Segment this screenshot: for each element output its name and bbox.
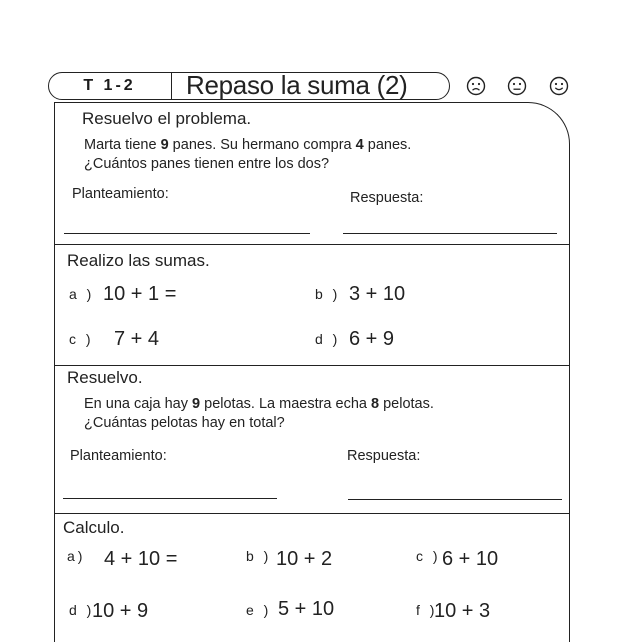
sum-expression: 7 + 4 (114, 328, 160, 350)
divider (54, 513, 570, 514)
sum-expression: 5 + 10 (278, 598, 335, 620)
section1-respuesta-line[interactable] (343, 233, 557, 234)
happy-face-icon[interactable] (549, 76, 569, 96)
item-letter: b ) (246, 548, 272, 564)
section3-planteamiento-line[interactable] (63, 498, 277, 499)
section1-planteamiento-line[interactable] (64, 233, 310, 234)
sum-expression: 10 + 2 (276, 548, 333, 570)
sum-expression: 6 + 10 (442, 548, 499, 570)
divider (54, 365, 570, 366)
section3-planteamiento-label: Planteamiento: (70, 448, 167, 464)
section1-respuesta-label: Respuesta: (350, 190, 424, 206)
item-letter: d ) (69, 602, 95, 618)
item-letter: a ) (69, 286, 95, 302)
sum-expression: 6 + 9 (349, 328, 395, 350)
section3-respuesta-label: Respuesta: (347, 448, 421, 464)
section3-respuesta-line[interactable] (348, 499, 562, 500)
divider (54, 244, 570, 245)
neutral-face-icon[interactable] (507, 76, 527, 96)
item-letter: a) (67, 548, 86, 564)
sum-expression: 10 + 1 = (103, 283, 177, 305)
lesson-code: T 1-2 (48, 72, 172, 100)
section1-problem: Marta tiene 9 panes. Su hermano compra 4 panes. ¿Cuántos panes tienen entre los dos? (84, 137, 412, 172)
section4-heading: Calculo. (63, 518, 125, 537)
sum-expression: 3 + 10 (349, 283, 406, 305)
sum-expression: 4 + 10 = (104, 548, 178, 570)
item-letter: f ) (416, 602, 438, 618)
sum-expression: 10 + 3 (434, 600, 491, 622)
sum-expression: 10 + 9 (92, 600, 149, 622)
item-letter: e ) (246, 602, 272, 618)
section1-planteamiento-label: Planteamiento: (72, 186, 169, 202)
item-letter: c ) (69, 331, 94, 347)
section3-problem: En una caja hay 9 pelotas. La maestra echa 8 pelotas. ¿Cuántas pelotas hay en total? (84, 396, 434, 431)
page-title: Repaso la suma (2) (186, 70, 408, 100)
section1-heading: Resuelvo el problema. (82, 109, 252, 128)
section2-heading: Realizo las sumas. (67, 251, 210, 270)
section3-heading: Resuelvo. (67, 368, 143, 387)
sad-face-icon[interactable] (466, 76, 486, 96)
item-letter: c ) (416, 548, 441, 564)
item-letter: b ) (315, 286, 341, 302)
item-letter: d ) (315, 331, 341, 347)
